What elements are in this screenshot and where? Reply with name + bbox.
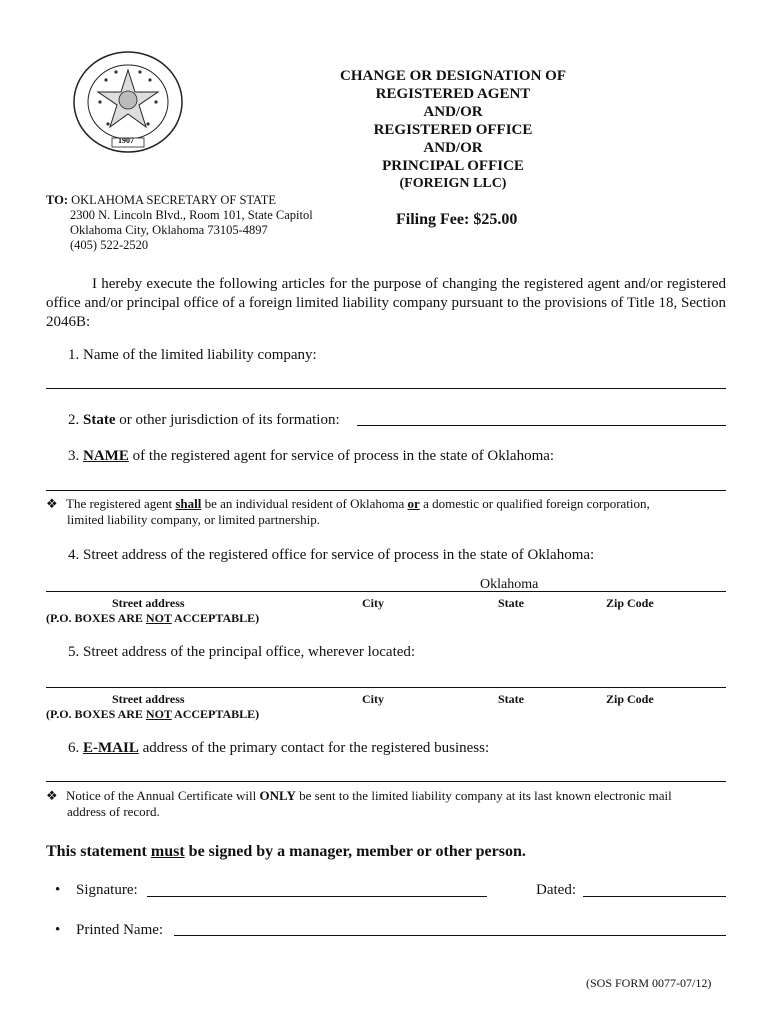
seal-year: 1907 xyxy=(118,136,134,145)
item-6-text: address of the primary contact for the registered business: xyxy=(138,740,490,756)
state-label: State xyxy=(498,692,524,706)
signature-label: Signature: xyxy=(76,882,138,898)
state-label: State xyxy=(498,596,524,610)
annual-certificate-notice xyxy=(46,788,726,820)
city-label: City xyxy=(362,692,384,706)
street-address-label: Street address xyxy=(112,596,185,610)
principal-office-address-field[interactable] xyxy=(46,687,726,688)
note2-text: Notice of the Annual Certificate will xyxy=(66,788,260,803)
item-3-label xyxy=(68,448,554,465)
note2-line2: address of record. xyxy=(67,804,160,819)
street-address-label: Street address xyxy=(112,692,185,706)
dated-label: Dated: xyxy=(536,882,576,898)
note1-shall: shall xyxy=(175,496,202,511)
diamond-bullet-icon: ❖ xyxy=(46,788,58,803)
bullet-icon: • xyxy=(55,922,61,938)
address-line-1: 2300 N. Lincoln Blvd., Room 101, State Capitol xyxy=(70,208,313,222)
item-3-number: 3. xyxy=(68,448,83,464)
po-text: ACCEPTABLE) xyxy=(171,611,260,625)
to-label: TO: xyxy=(46,193,68,207)
item-2-bold: State xyxy=(83,412,116,428)
email-field[interactable] xyxy=(46,781,726,782)
heading-must: must xyxy=(150,843,185,860)
intro-paragraph: I hereby execute the following articles for the purpose of changing the registered agent and/or registered office and/or principal office of a foreign limited liability company pursuant to the provisions of Title 18, Section 2046B: xyxy=(46,276,726,330)
signature-heading xyxy=(46,843,526,861)
item-6-number: 6. xyxy=(68,740,83,756)
po-text: (P.O. BOXES ARE xyxy=(46,707,146,721)
item-2-text: or other jurisdiction of its formation: xyxy=(115,412,340,428)
signature-row xyxy=(55,882,138,899)
item-3-text: of the registered agent for service of process in the state of Oklahoma: xyxy=(128,448,555,464)
item-4-label: 4. Street address of the registered office for service of process in the state of Oklahoma: xyxy=(68,547,595,563)
note1-text: a domestic or qualified foreign corporation, xyxy=(419,496,650,511)
to-name: OKLAHOMA SECRETARY OF STATE xyxy=(68,193,276,207)
note1-line2: limited liability company, or limited partnership. xyxy=(67,512,320,527)
zip-code-label: Zip Code xyxy=(606,692,654,706)
title-subline: (FOREIGN LLC) xyxy=(399,176,507,191)
item-2-number: 2. xyxy=(68,412,83,428)
item-1-label: 1. Name of the limited liability company: xyxy=(68,347,317,363)
note2-only: ONLY xyxy=(259,788,296,803)
item-3-bold: NAME xyxy=(83,448,129,464)
po-not: NOT xyxy=(145,707,172,721)
title-line: PRINCIPAL OFFICE xyxy=(382,158,524,174)
form-number: (SOS FORM 0077-07/12) xyxy=(586,976,712,990)
item-6-bold: E-MAIL xyxy=(83,740,139,756)
agent-notice xyxy=(46,496,726,528)
po-text: ACCEPTABLE) xyxy=(171,707,260,721)
form-title xyxy=(300,67,606,193)
po-box-warning xyxy=(46,707,259,722)
title-line: REGISTERED AGENT xyxy=(375,86,531,102)
note2-text: be sent to the limited liability company at its last known electronic mail xyxy=(295,788,672,803)
note1-text: be an individual resident of Oklahoma xyxy=(201,496,408,511)
item-5-label: 5. Street address of the principal office, wherever located: xyxy=(68,644,416,660)
note1-or: or xyxy=(407,496,420,511)
state-prefill: Oklahoma xyxy=(480,577,539,592)
date-field[interactable] xyxy=(583,896,726,897)
jurisdiction-field[interactable] xyxy=(357,425,726,426)
po-box-warning xyxy=(46,611,259,626)
title-line: CHANGE OR DESIGNATION OF xyxy=(340,68,566,84)
po-not: NOT xyxy=(145,611,172,625)
registered-agent-name-field[interactable] xyxy=(46,490,726,491)
recipient-address xyxy=(46,193,313,253)
oklahoma-state-seal xyxy=(72,50,184,154)
printed-name-label: Printed Name: xyxy=(76,922,164,938)
filing-fee: Filing Fee: $25.00 xyxy=(396,211,518,228)
diamond-bullet-icon: ❖ xyxy=(46,496,58,511)
title-line: REGISTERED OFFICE xyxy=(373,122,533,138)
city-label: City xyxy=(362,596,384,610)
phone: (405) 522-2520 xyxy=(70,238,149,252)
bullet-icon: • xyxy=(55,882,61,898)
company-name-field[interactable] xyxy=(46,388,726,389)
registered-office-address-field[interactable] xyxy=(46,591,726,592)
heading-text: This statement xyxy=(46,843,151,860)
item-6-label xyxy=(68,740,489,757)
po-text: (P.O. BOXES ARE xyxy=(46,611,146,625)
title-line: AND/OR xyxy=(423,104,483,120)
note1-text: The registered agent xyxy=(66,496,176,511)
item-2-label xyxy=(68,412,340,429)
zip-code-label: Zip Code xyxy=(606,596,654,610)
signature-field[interactable] xyxy=(147,896,487,897)
printed-name-row xyxy=(55,922,163,939)
address-line-2: Oklahoma City, Oklahoma 73105-4897 xyxy=(70,223,268,237)
printed-name-field[interactable] xyxy=(174,935,726,936)
heading-text: be signed by a manager, member or other person. xyxy=(184,843,526,860)
title-line: AND/OR xyxy=(423,140,483,156)
